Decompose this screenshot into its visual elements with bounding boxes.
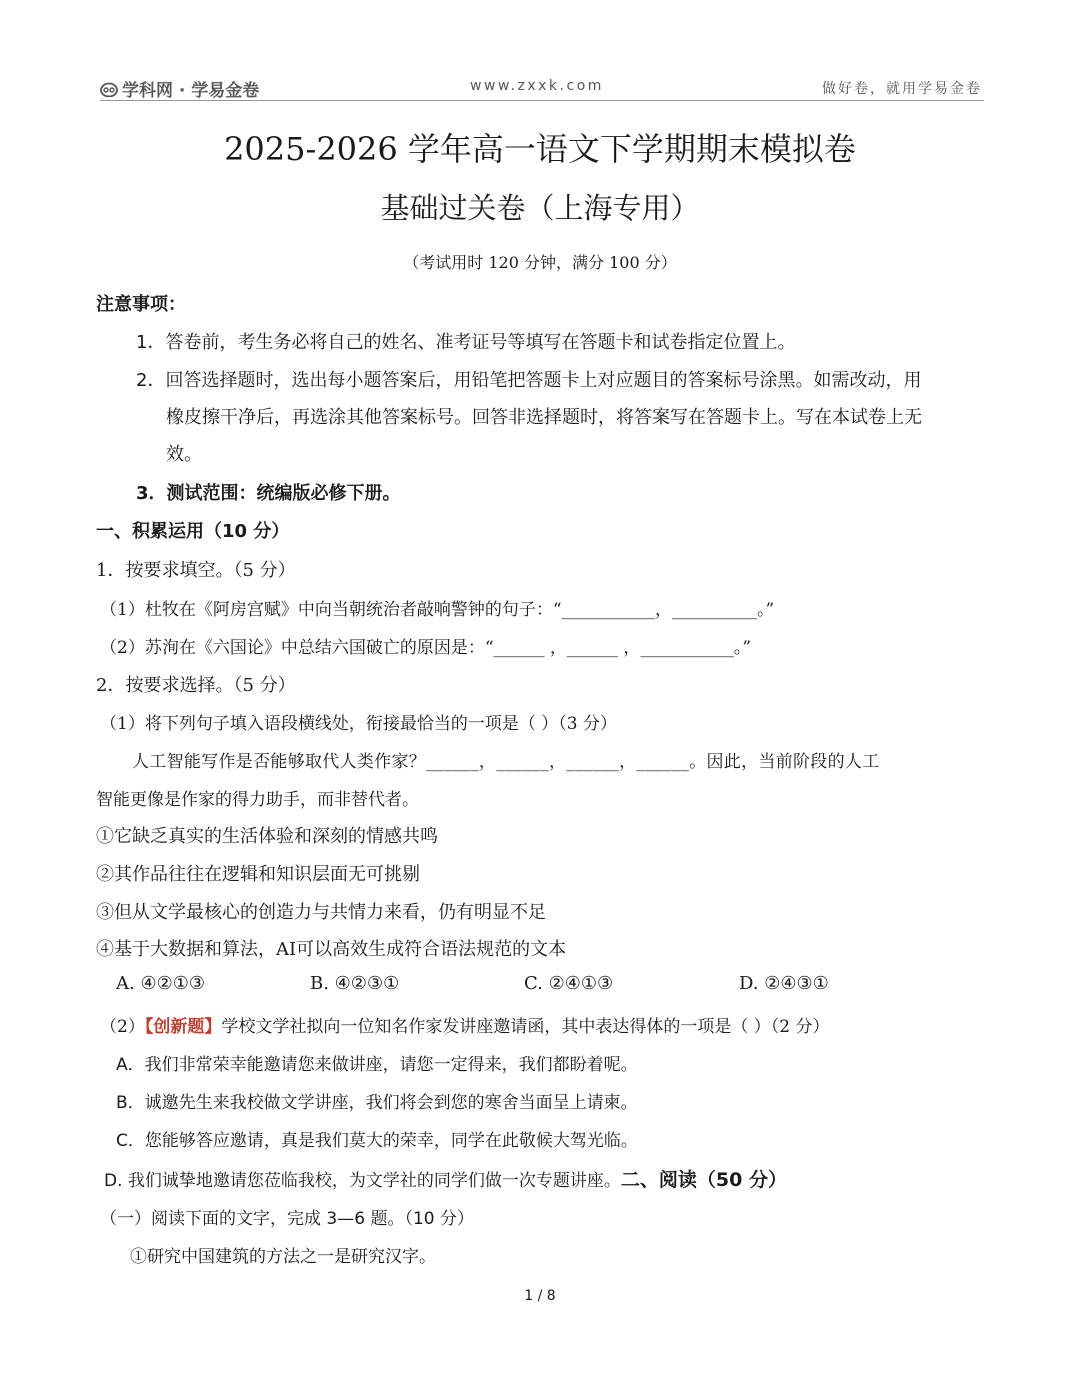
exam-info: （考试用时 120 分钟，满分 100 分） bbox=[403, 253, 677, 272]
q1-sub2: （2）苏洵在《六国论》中总结六国破亡的原因是：“______ ，______ ，___________。” bbox=[100, 638, 752, 658]
sub2-option-b[interactable]: B．诚邀先生来我校做文学讲座，我们将会到您的寒舍当面呈上请柬。 bbox=[116, 1093, 638, 1113]
q2-sub1: （1）将下列句子填入语段横线处，衔接最恰当的一项是（ ）（3 分） bbox=[100, 714, 617, 734]
notice-item-1: 1．答卷前，考生务必将自己的姓名、准考证号等填写在答题卡和试卷指定位置上。 bbox=[136, 332, 796, 353]
section-2-heading: 二、阅读（50 分） bbox=[620, 1169, 787, 1191]
passage-line-2: 智能更像是作家的得力助手，而非替代者。 bbox=[96, 790, 419, 810]
sub2-option-c[interactable]: C．您能够答应邀请，真是我们莫大的荣幸，同学在此敬候大驾光临。 bbox=[116, 1131, 638, 1151]
owl-logo-icon bbox=[100, 81, 118, 97]
sub2-option-d[interactable]: D. 我们诚挚地邀请您莅临我校，为文学社的同学们做一次专题讲座。 bbox=[104, 1171, 621, 1191]
notice-item-3: 3．测试范围：统编版必修下册。 bbox=[136, 483, 401, 504]
sentence-3: ③但从文学最核心的创造力与共情力来看，仍有明显不足 bbox=[96, 902, 546, 923]
reading-part-1: （一）阅读下面的文字，完成 3—6 题。（10 分） bbox=[100, 1209, 474, 1229]
option-a[interactable]: A. ④②①③ bbox=[116, 973, 205, 994]
notice-item-2-cont: 橡皮擦干净后，再选涂其他答案标号。回答非选择题时，将答案写在答题卡上。写在本试卷上无 bbox=[166, 407, 922, 428]
q2-sub2 bbox=[100, 1012, 829, 1037]
option-d[interactable]: D. ②④③① bbox=[739, 973, 829, 994]
logo-text: 学科网 · 学易金卷 bbox=[122, 81, 260, 101]
page-number: 1 / 8 bbox=[524, 1288, 556, 1304]
q2-stem: 2．按要求选择。（5 分） bbox=[96, 675, 296, 696]
section-1-heading: 一、积累运用（10 分） bbox=[96, 521, 290, 542]
innovation-tag: 【创新题】 bbox=[144, 1017, 222, 1037]
q1-stem: 1．按要求填空。（5 分） bbox=[96, 560, 296, 581]
option-b[interactable]: B. ④②③① bbox=[310, 973, 400, 994]
document-subtitle: 基础过关卷（上海专用） bbox=[380, 191, 700, 225]
header-slogan: 做好卷，就用学易金卷 bbox=[822, 81, 982, 97]
sub2-option-d-line bbox=[104, 1165, 787, 1192]
header-divider bbox=[100, 100, 984, 101]
notice-heading: 注意事项： bbox=[96, 294, 186, 315]
document-title: 2025-2026 学年高一语文下学期期末模拟卷 bbox=[224, 130, 856, 168]
site-logo bbox=[100, 76, 259, 101]
option-c[interactable]: C. ②④①③ bbox=[524, 973, 614, 994]
header-url[interactable]: www.zxxk.com bbox=[470, 78, 604, 94]
notice-item-2-end: 效。 bbox=[166, 444, 202, 465]
sentence-4: ④基于大数据和算法，AI可以高效生成符合语法规范的文本 bbox=[96, 939, 567, 960]
q1-sub1: （1）杜牧在《阿房宫赋》中向当朝统治者敲响警钟的句子：“___________，__________。” bbox=[100, 600, 775, 620]
q2-sub2-text: 学校文学社拟向一位知名作家发讲座邀请函，其中表达得体的一项是（ ）（2 分） bbox=[221, 1017, 830, 1037]
sentence-1: ①它缺乏真实的生活体验和深刻的情感共鸣 bbox=[96, 826, 438, 847]
q2-sub2-prefix: （2） bbox=[100, 1017, 145, 1037]
notice-item-2: 2．回答选择题时，选出每小题答案后，用铅笔把答题卡上对应题目的答案标号涂黑。如需改动，用 bbox=[136, 370, 922, 391]
reading-para-1: ①研究中国建筑的方法之一是研究汉字。 bbox=[130, 1247, 436, 1267]
sentence-2: ②其作品往往在逻辑和知识层面无可挑剔 bbox=[96, 864, 420, 885]
passage-line-1: 人工智能写作是否能够取代人类作家？______，______，______，______。因此，当前阶段的人工 bbox=[132, 752, 880, 772]
sub2-option-a[interactable]: A．我们非常荣幸能邀请您来做讲座，请您一定得来，我们都盼着呢。 bbox=[116, 1055, 638, 1075]
